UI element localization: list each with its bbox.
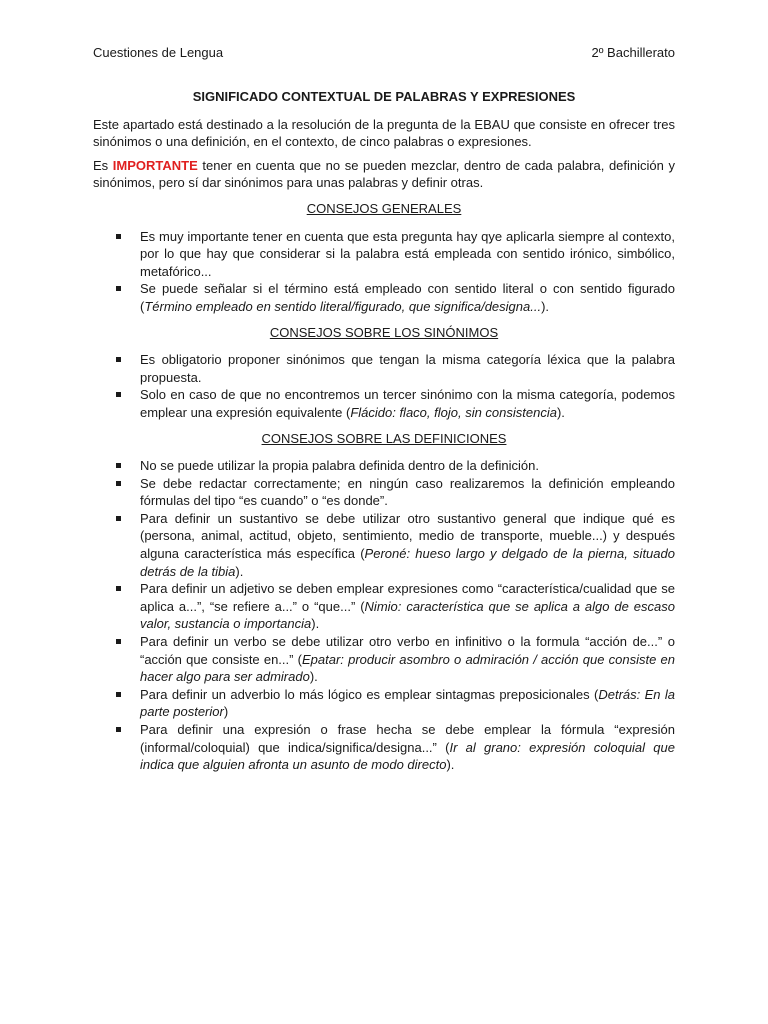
list-item [93,510,675,580]
list-item-example: Término empleado en sentido literal/figurado, que significa/designa... [144,298,542,314]
list-item [93,475,675,510]
list-item [93,580,675,633]
important-highlight: IMPORTANTE [112,157,198,173]
list-item-text: Para definir un adverbio lo más lógico es emplear sintagmas preposicionales ( [140,686,599,702]
list-item-text: Solo en caso de que no encontremos un tercer sinónimo con la misma categoría, podemos emplear una expresión equivalente ( [140,387,675,420]
section-heading-general: CONSEJOS GENERALES [306,200,462,216]
synonyms-list [93,351,675,421]
bullet-icon [116,586,121,591]
section-heading-definitions: CONSEJOS SOBRE LAS DEFINICIONES [261,430,507,446]
bullet-icon [116,392,121,397]
list-item-text: Para definir un adjetivo se deben emplear expresiones como “característica/cualidad que se aplica a...”, “se refiere a...” o “que...” ( [140,581,675,614]
document-body [93,88,675,780]
list-item-example: Detrás: En la parte posterior [140,686,675,720]
important-paragraph [93,157,675,192]
important-prefix: Es [93,157,113,173]
general-list [93,228,675,316]
list-item-text: Se debe redactar correctamente; en ningún caso realizaremos la definición empleando fórmulas del tipo “es cuando” o “es donde”. [140,475,675,509]
list-item [93,457,675,475]
list-item-tail: ). [235,563,244,579]
list-item-text: Para definir una expresión o frase hecha se debe emplear la fórmula “expresión (informal/coloquial) que indica/significa/designa...” ( [140,722,675,755]
intro-paragraph: Este apartado está destinado a la resolución de la pregunta de la EBAU que consiste en ofrecer tres sinónimos o una definición, en el contexto, de cinco palabras o expresiones. [93,116,675,150]
section-heading-synonyms: CONSEJOS SOBRE LOS SINÓNIMOS [269,324,499,340]
list-item-tail: ). [311,616,320,632]
list-item-text: Es obligatorio proponer sinónimos que tengan la misma categoría léxica que la palabra propuesta. [140,352,675,385]
document-title: SIGNIFICADO CONTEXTUAL DE PALABRAS Y EXPRESIONES [192,89,576,104]
page-header [93,44,675,62]
bullet-icon [116,481,121,486]
bullet-icon [116,727,121,732]
list-item-text: Para definir un verbo se debe utilizar otro verbo en infinitivo o la formula “acción de...” o “acción que consiste en...” ( [140,634,675,667]
list-item [93,386,675,421]
list-item-example: Epatar: producir asombro o admiración / acción que consiste en hacer algo para ser admirado [140,651,675,685]
bullet-icon [116,692,121,697]
list-item [93,686,675,721]
list-item-tail: ) [223,704,229,720]
bullet-icon [116,516,121,521]
list-item-tail: ). [556,404,565,420]
header-right: 2º Bachillerato [591,45,675,60]
list-item-example: Ir al grano: expresión coloquial que indica que alguien afronta un asunto de modo directo [140,739,675,773]
list-item-example: Peroné: hueso largo y delgado de la pierna, situado detrás de la tibia [140,546,675,579]
list-item [93,721,675,774]
list-item [93,280,675,315]
list-item-example: Nimio: característica que se aplica a algo de escaso valor, sustancia o importancia [140,598,675,632]
list-item-tail: ). [446,757,455,773]
list-item-tail: ). [309,669,318,685]
list-item-example: Flácido: flaco, flojo, sin consistencia [350,404,557,420]
bullet-icon [116,357,121,362]
important-suffix: tener en cuenta que no se pueden mezclar, dentro de cada palabra, definición y sinónimos, pero sí dar sinónimos para unas palabras y definir otras. [93,157,675,191]
list-item-text: No se puede utilizar la propia palabra definida dentro de la definición. [140,458,539,474]
bullet-icon [116,234,121,239]
header-left: Cuestiones de Lengua [93,45,224,60]
list-item-text: Para definir un sustantivo se debe utilizar otro sustantivo general que indique qué es (persona, animal, actitud, objeto, sentimiento, medio de transporte, mueble...) y después alguna característica más específica ( [140,510,675,562]
definitions-list [93,457,675,774]
bullet-icon [116,639,121,644]
list-item-text: Se puede señalar si el término está empleado con sentido literal o con sentido figurado ( [140,281,675,314]
bullet-icon [116,286,121,291]
list-item-text: Es muy importante tener en cuenta que esta pregunta hay qye aplicarla siempre al contexto, por lo que hay que considerar si la palabra está empleada con sentido irónico, simbólico, metafórico... [140,228,675,279]
list-item [93,633,675,686]
list-item [93,351,675,386]
list-item-tail: ). [541,298,550,314]
bullet-icon [116,463,121,468]
list-item [93,228,675,281]
